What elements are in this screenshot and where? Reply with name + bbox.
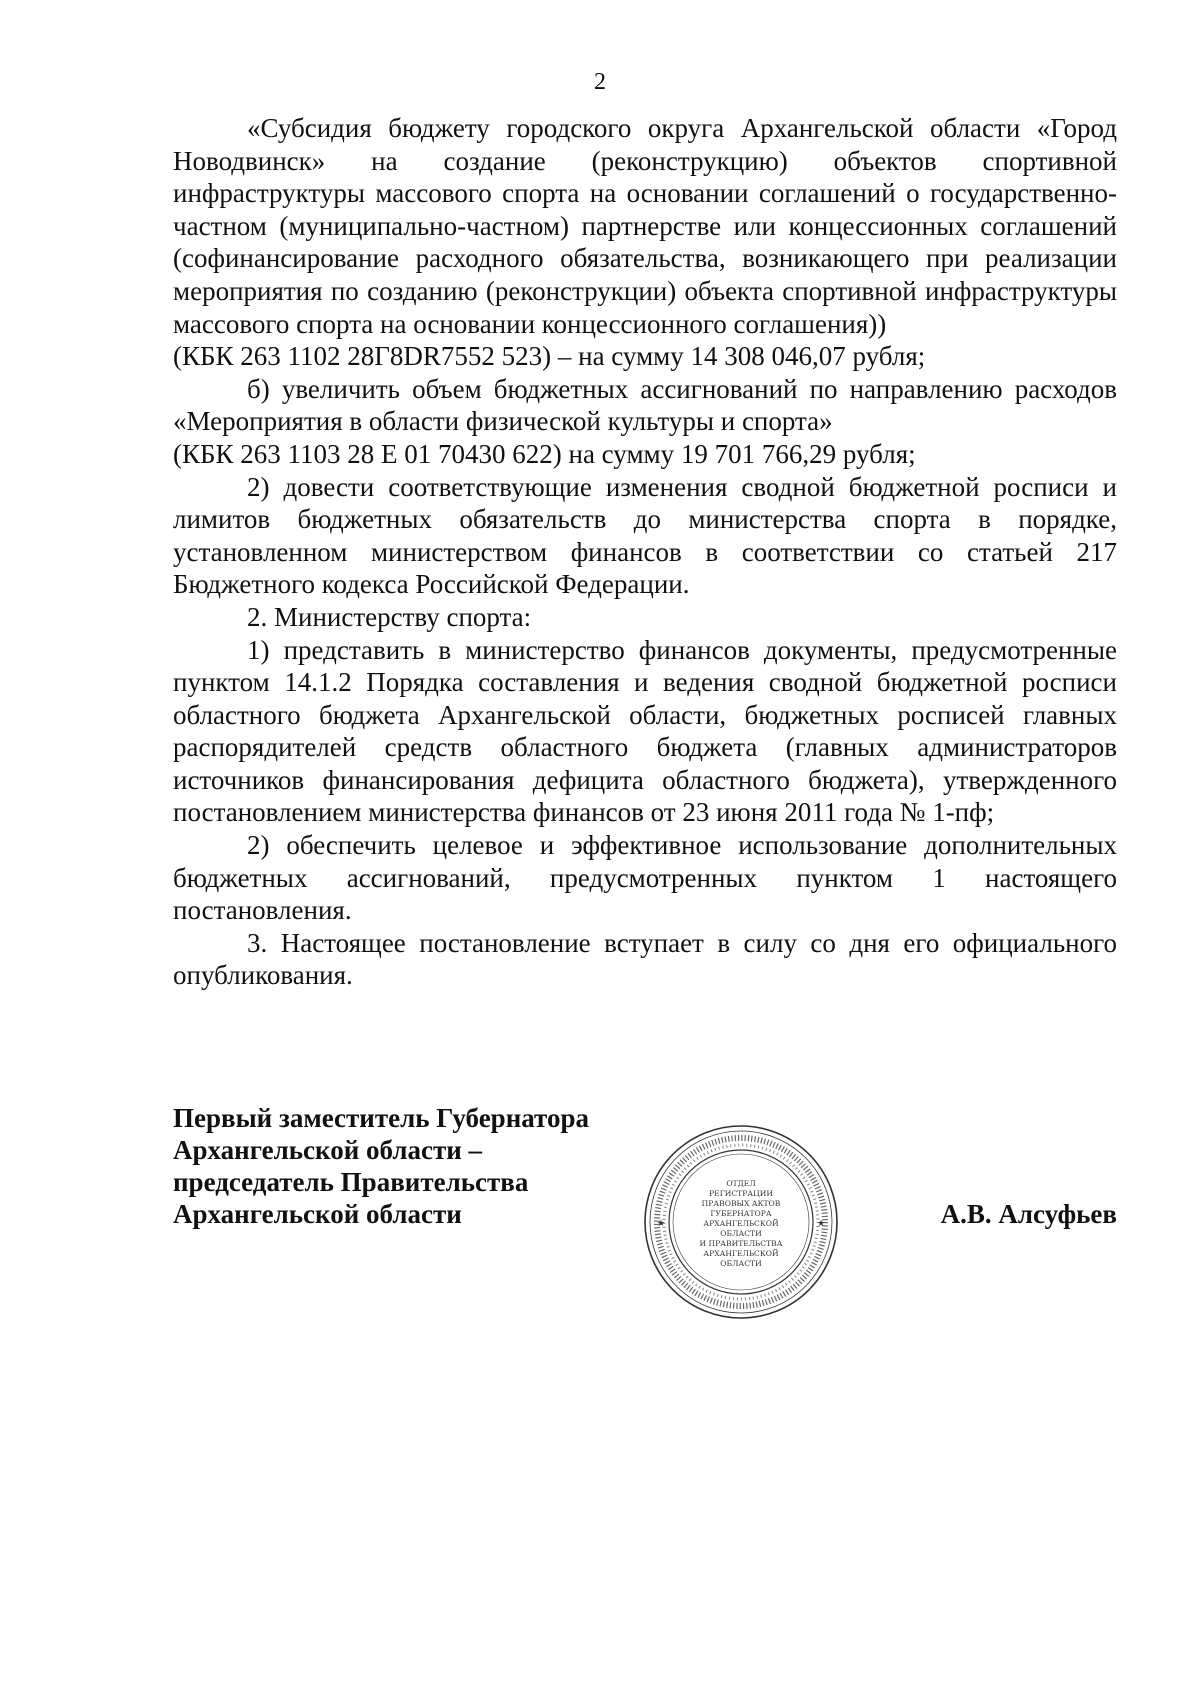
svg-text:АРХАНГЕЛЬСКОЙ: АРХАНГЕЛЬСКОЙ (703, 1249, 779, 1258)
paragraph-ministry-of-sport: 2. Министерству спорта: (247, 601, 532, 632)
paragraph-3-effective-date: 3. Настоящее постановление вступает в силу со дня его официального опубликования. (173, 927, 1117, 991)
paragraph-2-ensure-use: 2) обеспечить целевое и эффективное использование дополнительных бюджетных ассигнований, предусмотренных пунктом 1 настоящего постановления. (173, 830, 1117, 926)
paragraph-2-bring-changes: 2) довести соответствующие изменения сводной бюджетной росписи и лимитов бюджетных обязательств до министерства спорта в порядке, установленном министерством финансов в соответствии со статьей 217 Бюджетного кодекса Российской Федерации. (173, 471, 1117, 600)
svg-text:★: ★ (657, 1219, 666, 1229)
paragraph-b-increase: б) увеличить объем бюджетных ассигнований по направлению расходов «Мероприятия в области физической культуры и спорта» (КБК 263 1103 28 Е 01 70430 622) на сумму 19 701 766,29 рубля; (173, 373, 1117, 469)
paragraph-subsidy: «Субсидия бюджету городского округа Архангельской области «Город Новодвинск» на создание (реконструкцию) объектов спортивной инфраструктуры массового спорта на основании соглашений о государственно-частном (муниципально-частном) партнерстве или концессионных соглашений (софинансирование расходного обязательства, возникающего при реализации мероприятия по созданию (реконструкции) объекта спортивной инфраструктуры массового спорта на основании концессионного соглашения)) (КБК 263 1102 28Г8DR7552 523) – на сумму 14 308 046,07 рубля; (173, 113, 1117, 372)
svg-text:ГУБЕРНАТОРА: ГУБЕРНАТОРА (710, 1209, 772, 1218)
svg-text:★: ★ (817, 1219, 826, 1229)
paragraph-1-submit-documents: 1) представить в министерство финансов документы, предусмотренные пунктом 14.1.2 Порядка составления и ведения сводной бюджетной росписи областного бюджета Архангельской области, бюджетных росписей главных распорядителей средств областного бюджета (главных администраторов источников финансирования дефицита областного бюджета), утвержденного постановлением министерства финансов от 23 июня 2011 года № 1-пф; (173, 634, 1117, 828)
svg-text:ПРАВОВЫХ АКТОВ: ПРАВОВЫХ АКТОВ (701, 1199, 781, 1208)
svg-text:ОБЛАСТИ: ОБЛАСТИ (720, 1229, 762, 1238)
svg-text:АРХАНГЕЛЬСКОЙ: АРХАНГЕЛЬСКОЙ (703, 1219, 779, 1228)
signer-name: А.В. Алсуфьев (940, 1199, 1117, 1229)
svg-text:ОБЛАСТИ: ОБЛАСТИ (720, 1259, 762, 1268)
signer-title: Первый заместитель Губернатора Архангельской области – председатель Правительства Архангельской области (173, 1103, 589, 1229)
official-stamp (641, 1122, 841, 1322)
document-body (173, 112, 1117, 992)
page-number: 2 (594, 69, 606, 95)
svg-text:И ПРАВИТЕЛЬСТВА: И ПРАВИТЕЛЬСТВА (699, 1239, 783, 1248)
svg-text:РЕГИСТРАЦИИ: РЕГИСТРАЦИИ (709, 1189, 773, 1198)
signature-block (173, 1102, 1117, 1362)
svg-text:ОТДЕЛ: ОТДЕЛ (726, 1179, 756, 1188)
